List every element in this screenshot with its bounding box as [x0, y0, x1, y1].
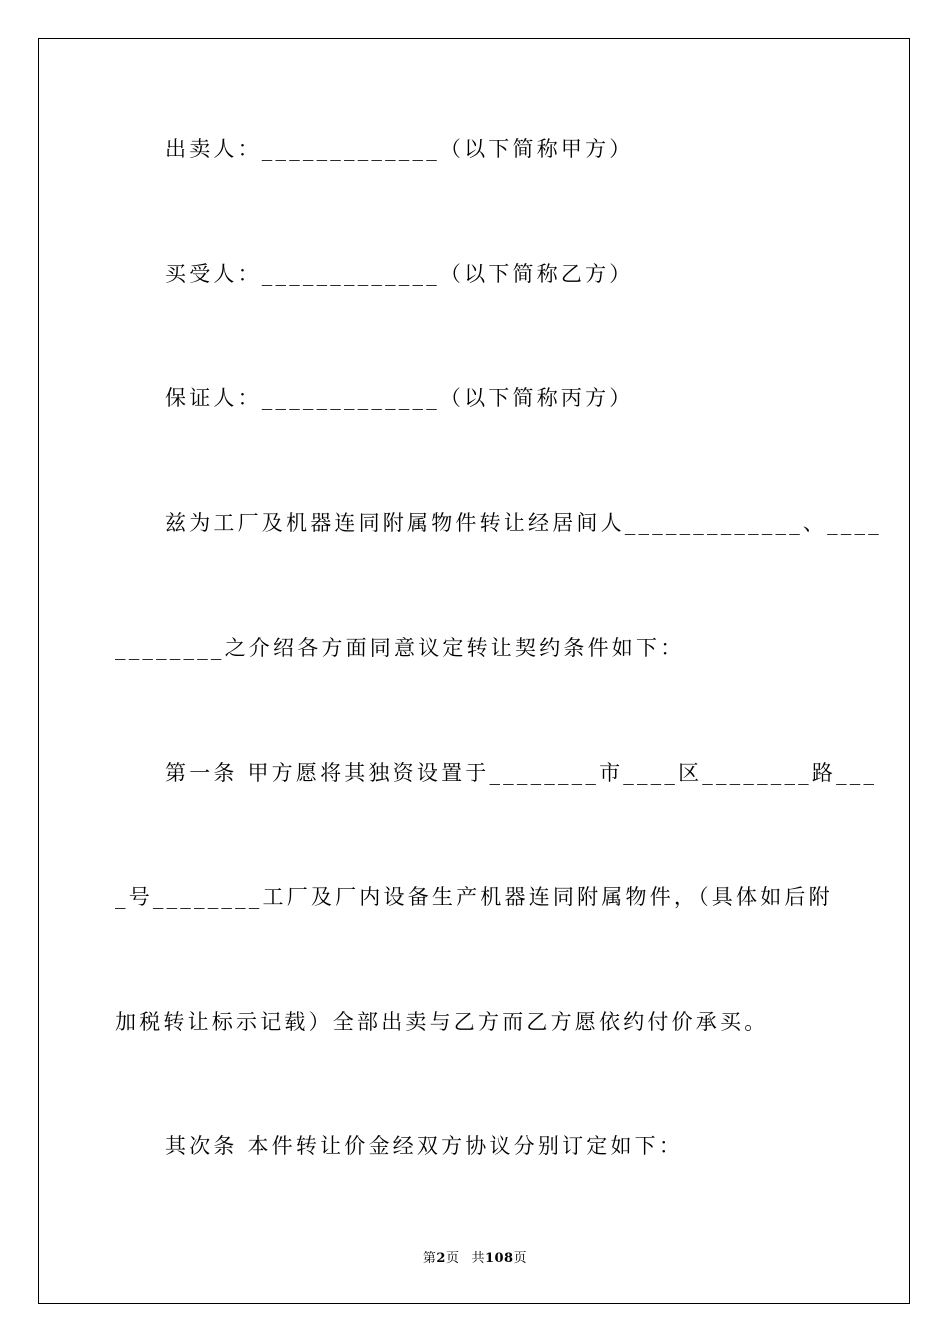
page-footer	[0, 1247, 950, 1266]
page-number: 2	[436, 1251, 446, 1266]
page-border	[38, 38, 910, 1304]
total-prefix: 共	[471, 1251, 485, 1266]
page-prefix: 第	[422, 1251, 437, 1266]
buyer-line: 买受人：_____________（以下简称乙方）	[165, 262, 634, 286]
article-2-line-1: 其次条 本件转让价金经双方协议分别订定如下：	[165, 1134, 684, 1158]
total-pages: 108	[484, 1251, 514, 1266]
intro-paragraph-line-2: ________之介绍各方面同意议定转让契约条件如下：	[115, 636, 685, 660]
article-1-line-2: _号________工厂及厂内设备生产机器连同附属物件，（具体如后附	[115, 885, 833, 909]
guarantor-line: 保证人：_____________（以下简称丙方）	[165, 386, 634, 410]
article-1-line-1: 第一条 甲方愿将其独资设置于________市____区________路___	[165, 761, 878, 785]
page-suffix: 页	[445, 1251, 460, 1266]
intro-paragraph-line-1: 兹为工厂及机器连同附属物件转让经居间人_____________、____	[165, 511, 882, 535]
seller-line: 出卖人：_____________（以下简称甲方）	[165, 137, 634, 161]
total-suffix: 页	[513, 1251, 528, 1266]
article-1-line-3: 加税转让标示记载）全部出卖与乙方而乙方愿依约付价承买。	[115, 1010, 769, 1034]
